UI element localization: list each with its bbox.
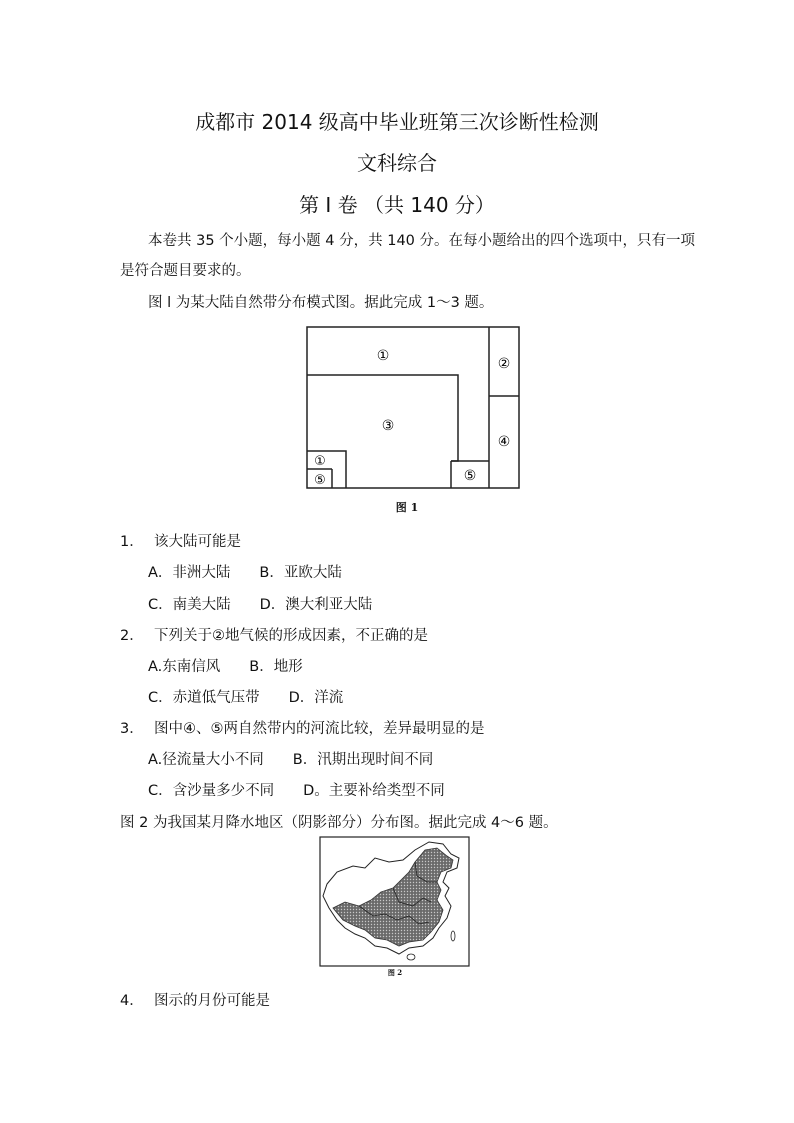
question-3-number: 3． bbox=[120, 721, 144, 737]
question-1-options-a-b: A．非洲大陆 B．亚欧大陆 bbox=[148, 565, 342, 581]
question-1-number: 1． bbox=[120, 534, 144, 550]
subject-title: 文科综合 bbox=[357, 151, 437, 175]
hainan-island bbox=[407, 954, 415, 960]
zone-label-1-small: ① bbox=[314, 454, 326, 469]
figure1-outer-frame bbox=[307, 327, 519, 488]
question-3-options-c-d: C．含沙量多少不同 D。主要补给类型不同 bbox=[148, 783, 445, 799]
exam-title: 成都市 2014 级高中毕业班第三次诊断性检测 bbox=[195, 110, 599, 134]
question-2-text: 下列关于②地气候的形成因素，不正确的是 bbox=[154, 628, 428, 644]
question-4-text: 图示的月份可能是 bbox=[154, 993, 270, 1009]
taiwan-island bbox=[451, 931, 455, 941]
figure2-lead: 图 2 为我国某月降水地区（阴影部分）分布图。据此完成 4～6 题。 bbox=[120, 815, 558, 831]
question-2 bbox=[120, 624, 428, 645]
question-3 bbox=[120, 717, 485, 738]
question-1-text: 该大陆可能是 bbox=[154, 534, 241, 550]
question-4-number: 4． bbox=[120, 993, 144, 1009]
zone-label-1: ① bbox=[376, 348, 390, 364]
question-1-options-c-d: C．南美大陆 D．澳大利亚大陆 bbox=[148, 597, 373, 613]
figure2-caption: 图 2 bbox=[387, 968, 403, 977]
zone-label-2: ② bbox=[497, 356, 511, 372]
figure1-caption: 图 1 bbox=[395, 501, 419, 514]
question-2-number: 2． bbox=[120, 628, 144, 644]
figure1-diagram bbox=[306, 326, 520, 490]
zone-label-3: ③ bbox=[381, 418, 395, 434]
question-4 bbox=[120, 989, 270, 1010]
zone-label-5-small: ⑤ bbox=[314, 473, 326, 488]
question-3-text: 图中④、⑤两自然带内的河流比较，差异最明显的是 bbox=[154, 721, 485, 737]
question-3-options-a-b: A.径流量大小不同 B．汛期出现时间不同 bbox=[148, 752, 434, 768]
question-2-options-a-b: A.东南信风 B．地形 bbox=[148, 659, 303, 675]
intro-line-1: 本卷共 35 个小题，每小题 4 分，共 140 分。在每小题给出的四个选项中，只有一项 bbox=[148, 233, 696, 249]
figure1-lead: 图 l 为某大陆自然带分布模式图。据此完成 1～3 题。 bbox=[148, 295, 494, 311]
zone-label-4: ④ bbox=[497, 434, 511, 450]
figure2-map bbox=[319, 836, 470, 967]
zone-label-5: ⑤ bbox=[463, 468, 477, 484]
question-1 bbox=[120, 530, 241, 551]
question-2-options-c-d: C．赤道低气压带 D．洋流 bbox=[148, 690, 344, 706]
section-title: 第 I 卷 （共 140 分） bbox=[299, 193, 495, 217]
intro-line-2: 是符合题目要求的。 bbox=[120, 263, 251, 279]
